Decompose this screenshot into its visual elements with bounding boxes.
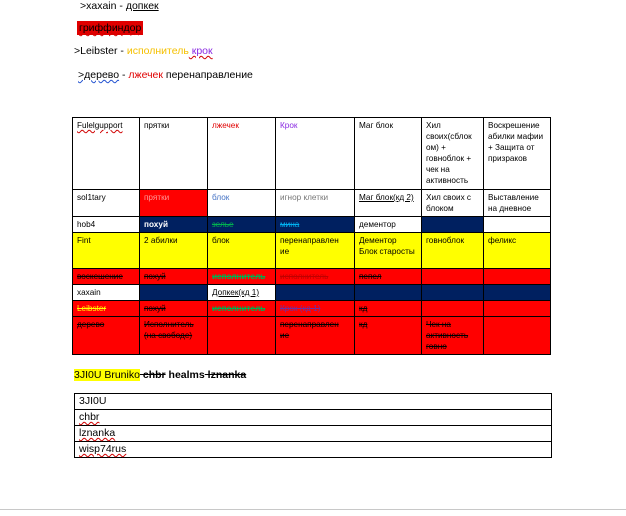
line4-name: >дерево bbox=[78, 69, 120, 81]
players-list bbox=[74, 393, 552, 458]
table-cell: Маг блок(кд 2) bbox=[355, 190, 422, 217]
line3-krok: крок bbox=[188, 45, 213, 57]
roles-table bbox=[72, 117, 551, 355]
table-cell: sol1tary bbox=[73, 190, 140, 217]
line-xaxain bbox=[80, 0, 159, 12]
table-cell: Выставление на дневное bbox=[484, 190, 551, 217]
table-cell: блок bbox=[208, 233, 276, 269]
table-cell bbox=[208, 317, 276, 355]
table-cell: похуй bbox=[140, 217, 208, 233]
heading-part4: lznanka bbox=[204, 369, 247, 381]
table-cell bbox=[422, 301, 484, 317]
table-cell: Fint bbox=[73, 233, 140, 269]
table-cell: xaxain bbox=[73, 285, 140, 301]
table-cell bbox=[140, 285, 208, 301]
table-row bbox=[73, 233, 551, 269]
table-row bbox=[73, 285, 551, 301]
table-cell: исполнитель bbox=[208, 269, 276, 285]
table-cell: Маг блок bbox=[355, 118, 422, 190]
list-item bbox=[75, 410, 552, 426]
table-cell: блок bbox=[208, 190, 276, 217]
table-cell: Воскрешение абилки мафии + Защита от призраков bbox=[484, 118, 551, 190]
table-cell: воскешение bbox=[73, 269, 140, 285]
table-cell: перенаправлен ие bbox=[276, 317, 355, 355]
table-cell: кд bbox=[355, 301, 422, 317]
table-cell: прятки bbox=[140, 190, 208, 217]
table-cell: феликс bbox=[484, 233, 551, 269]
table-cell bbox=[422, 217, 484, 233]
list-item-text: lznanka bbox=[75, 426, 552, 442]
table-cell: дерево bbox=[73, 317, 140, 355]
table-header-row bbox=[73, 118, 551, 190]
list-item bbox=[75, 442, 552, 458]
table-row bbox=[73, 301, 551, 317]
table-cell: исполнитель bbox=[208, 301, 276, 317]
table-cell: прятки bbox=[140, 118, 208, 190]
line4-sep: - bbox=[119, 69, 129, 81]
table-cell: похуй bbox=[140, 301, 208, 317]
table-cell: говноблок bbox=[422, 233, 484, 269]
table-cell: перенаправлен ие bbox=[276, 233, 355, 269]
table-cell: Leibster bbox=[73, 301, 140, 317]
players-heading bbox=[74, 369, 246, 381]
table-cell: Исполнитель (на свободе) bbox=[140, 317, 208, 355]
table-cell: исполнитель bbox=[276, 269, 355, 285]
table-cell: Чек на активность говно bbox=[422, 317, 484, 355]
line1-name: >xaxain bbox=[80, 0, 117, 12]
list-item bbox=[75, 426, 552, 442]
table-cell: лжечек bbox=[208, 118, 276, 190]
table-cell: пепел bbox=[355, 269, 422, 285]
line1-sep: - bbox=[116, 0, 126, 12]
gryffindor-label: гриффиндор bbox=[79, 22, 142, 34]
line-leibster bbox=[74, 45, 213, 57]
table-cell: Хил своих(сблок ом) + говноблок + чек на активность bbox=[422, 118, 484, 190]
list-item bbox=[75, 394, 552, 410]
table-cell bbox=[422, 285, 484, 301]
line3-name: >Leibster bbox=[74, 45, 118, 57]
table-cell: Хил своих с блоком bbox=[422, 190, 484, 217]
table-cell bbox=[484, 301, 551, 317]
table-cell: дементор bbox=[355, 217, 422, 233]
line3-role: исполнитель bbox=[126, 45, 189, 57]
page-bottom-edge bbox=[0, 509, 626, 510]
table-cell bbox=[484, 317, 551, 355]
table-row bbox=[73, 217, 551, 233]
line-gryffindor bbox=[77, 22, 143, 34]
line-derevo bbox=[78, 69, 253, 81]
table-cell bbox=[355, 285, 422, 301]
table-cell: 2 абилки bbox=[140, 233, 208, 269]
line1-role: допкек bbox=[125, 0, 159, 12]
line4-role: лжечек bbox=[128, 69, 163, 81]
table-cell: Допкек(кд 1) bbox=[208, 285, 276, 301]
table-row bbox=[73, 190, 551, 217]
heading-part2: chbr bbox=[139, 369, 166, 381]
table-cell: кд bbox=[355, 317, 422, 355]
table-cell bbox=[484, 269, 551, 285]
list-item-text: wisp74rus bbox=[75, 442, 552, 458]
table-cell: Крок (кд 1) bbox=[276, 301, 355, 317]
list-item-text: chbr bbox=[75, 410, 552, 426]
table-cell bbox=[484, 285, 551, 301]
list-item-text: 3JI0U bbox=[75, 394, 552, 410]
heading-part1: 3JI0U Bruniko bbox=[74, 369, 140, 381]
table-cell: Fulelgupport bbox=[73, 118, 140, 190]
table-cell bbox=[276, 285, 355, 301]
line4-action: перенаправление bbox=[162, 69, 253, 81]
line3-sep: - bbox=[117, 45, 127, 57]
table-cell: зелье bbox=[208, 217, 276, 233]
heading-part3: healms bbox=[165, 369, 205, 381]
table-cell: похуй bbox=[140, 269, 208, 285]
table-cell bbox=[484, 217, 551, 233]
table-cell bbox=[422, 269, 484, 285]
table-cell: Крок bbox=[276, 118, 355, 190]
table-cell: мина bbox=[276, 217, 355, 233]
table-row bbox=[73, 317, 551, 355]
table-row bbox=[73, 269, 551, 285]
table-cell: Дементор Блок старосты bbox=[355, 233, 422, 269]
table-cell: hob4 bbox=[73, 217, 140, 233]
table-cell: игнор клетки bbox=[276, 190, 355, 217]
